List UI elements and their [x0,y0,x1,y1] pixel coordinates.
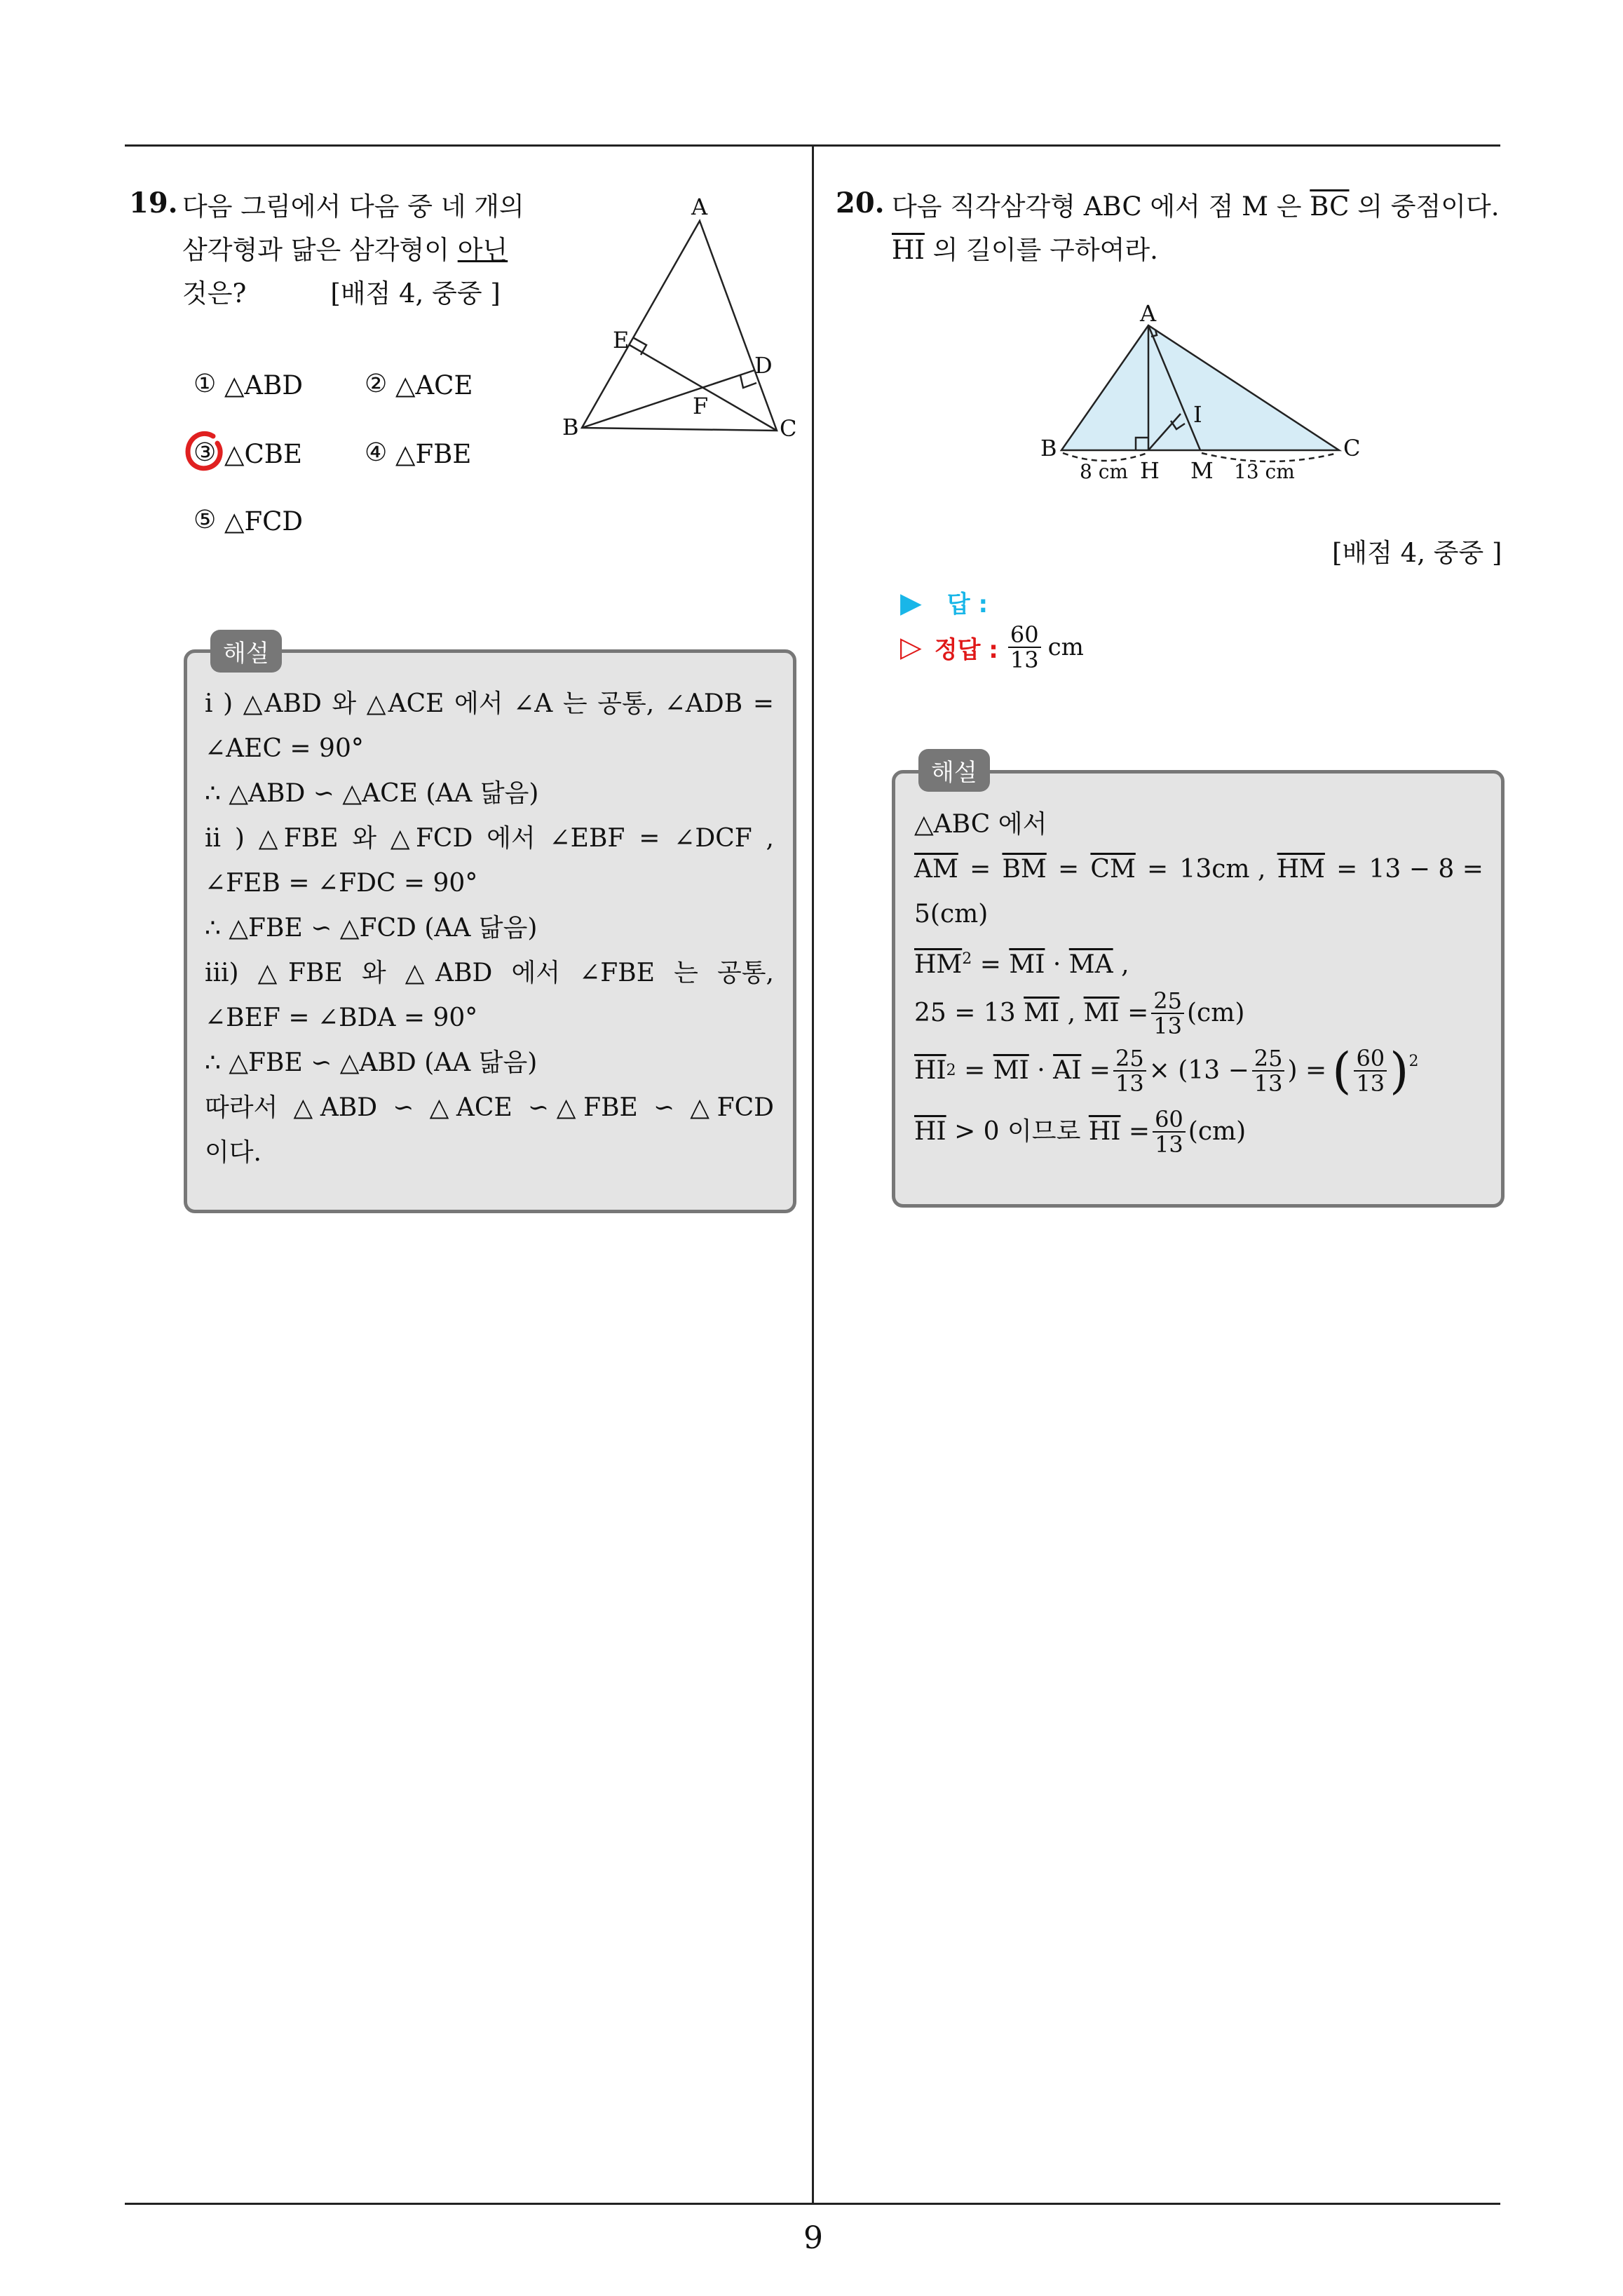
den: 13 [1115,1070,1144,1097]
label-a: A [1140,300,1157,327]
q20-answer-row [900,585,988,619]
option-mark-4: ④ [365,438,388,467]
sol20-l6-mid: × (13 − [1148,1056,1249,1085]
label-e: E [613,327,630,353]
seg-mi: $\overline{MI}$ [1009,950,1045,979]
den: 13 [1356,1070,1385,1097]
seg-hi-2: $\overline{HI}$ [914,1117,946,1146]
option-text-2: △ACE [395,370,473,400]
frac-60-13 [1354,1046,1387,1095]
sol20-line-7: $\overline{HI}$ > 0 이므로 $\overline{HI}$ = $\frac{60}{13}$ (cm) [914,1106,1247,1158]
outline-arrow-icon: ▷ [900,631,922,663]
right-angle-e [634,338,646,355]
label-h: H [1140,457,1160,484]
seg-mi-3: $\overline{MI}$ [1083,999,1120,1027]
triangle-abc-fill [1061,325,1339,450]
seg-hm: $\overline{HM}$ [1277,855,1325,884]
num: 60 [1354,1046,1387,1072]
q19-stem-line1: 다음 그림에서 다음 중 네 개의 [182,191,524,222]
sol20-line-3: 5(cm) [914,900,989,928]
sol19-line-1: i ) △ABD 와 △ACE 에서 ∠A 는 공통, ∠ADB = [205,689,774,718]
q19-option-1[interactable] [193,370,303,400]
label-8cm: 8 cm [1080,460,1128,483]
num: 60 [1153,1107,1186,1133]
q19-triangle-figure [554,189,806,449]
label-f: F [693,393,709,419]
label-c: C [780,415,797,442]
sol19-line-9: ∴ △FBE ∽ △ABD (AA 닮음) [205,1048,538,1077]
q20-triangle-figure [1038,295,1374,491]
label-13cm: 13 cm [1234,460,1295,483]
q20-stem-line2-b: 의 길이를 구하여라. [924,235,1158,265]
option-mark-1: ① [193,370,217,398]
q19-solution-tab: 해설 [210,630,282,673]
frac-25-13 [1151,989,1184,1038]
eq: = [1336,855,1358,884]
label-b: B [562,414,579,440]
option-mark-5: ⑤ [193,506,217,534]
close-paren: ) = [1287,1056,1327,1085]
seg-mi-4: $\overline{MI}$ [993,1056,1029,1085]
square-exp: 2 [946,1062,956,1079]
triangle-abc [582,221,777,431]
sol20-l5-pre: 25 = 13 [914,999,1016,1027]
sol20-line-4: $\overline{HM}^2 = \overline{MI} \cdot \overline{MA}$ , [914,950,1129,979]
sol20-l7-mid: > 0 이므로 [954,1117,1081,1146]
q19-stem-line3-text: 것은? [182,278,247,309]
answer-fraction [1008,623,1041,672]
label-a: A [691,194,708,220]
seg-bm: $\overline{BM}$ [1002,855,1047,884]
seg-ai: $\overline{AI}$ [1053,1056,1082,1085]
square-exp: 2 [962,950,972,968]
sol20-line-2 [914,847,1483,892]
answer-num: 60 [1008,623,1041,648]
bottom-rule [125,2203,1500,2205]
unit-cm-2: (cm) [1188,1117,1247,1146]
answer-unit: cm [1047,633,1084,661]
sol20-line-1: △ABC 에서 [914,810,1047,839]
play-arrow-icon: ▶ [900,587,922,619]
q19-option-5[interactable] [193,506,303,536]
q20-stem-line1-b: 의 중점이다. [1349,191,1500,222]
q19-stem-line2 [182,229,547,272]
option-text-3: △CBE [224,439,302,469]
q19-number: 19. [129,187,178,220]
seg-ma: $\overline{MA}$ [1068,950,1113,979]
sol19-line-11: 이다. [205,1138,262,1167]
den: 13 [1153,1013,1182,1039]
option-text-5: △FCD [224,506,304,536]
sol19-line-5: ∠FEB = ∠FDC = 90° [205,869,478,898]
q19-stem-line2-text: 삼각형과 닮은 삼각형이 [182,235,458,265]
q20-stem-line1 [892,185,1509,229]
correct-label: 정답 : [934,635,998,664]
option-text-4: △FBE [395,439,472,469]
sol19-line-4: ii ) △FBE 와 △FCD 에서 ∠EBF = ∠DCF , [205,824,774,853]
option-text-1: △ABD [224,370,304,400]
q20-solution-body [914,802,1483,1161]
sol20-line-5: 25 = 13 $\overline{MI}$ , $\overline{MI}$ = $\frac{25}{13}$ (cm) [914,987,1245,1039]
eq: = [1058,855,1080,884]
selected-answer-circle-icon [181,428,230,477]
q20-number: 20. [836,187,885,220]
q19-stem-line3 [182,272,547,316]
num: 25 [1252,1046,1285,1072]
option-mark-2: ② [365,370,388,398]
sol20-l2-end: 13 − 8 = [1369,855,1483,884]
q20-stem-line1-a: 다음 직각삼각형 ABC 에서 점 M 은 [892,191,1310,222]
q20-seg-hi: $\overline{HI}$ [892,235,925,265]
q20-seg-bc: $\overline{BC}$ [1310,191,1350,222]
answer-label: 답 : [946,590,989,619]
sol19-line-7: iii) △FBE 와 △ABD 에서 ∠FBE 는 공통, [205,959,774,987]
label-i: I [1193,401,1202,428]
seg-hi-3: $\overline{HI}$ [1088,1117,1121,1146]
sol19-line-2: ∠AEC = 90° [205,734,364,763]
answer-den: 13 [1010,647,1039,673]
option-mark-3: ③ [193,438,217,467]
q19-option-4[interactable] [365,439,471,469]
label-m: M [1190,457,1214,484]
eq: = [1147,855,1169,884]
seg-hi: $\overline{HI}$ [914,1056,946,1085]
big-paren-close: ) [1390,1042,1409,1100]
frac-25-13-b [1113,1046,1146,1095]
column-divider [812,144,814,2205]
q19-option-2[interactable] [365,370,473,400]
den: 13 [1155,1131,1183,1158]
q19-stem [182,185,547,316]
seg-mi-2: $\overline{MI}$ [1024,999,1060,1027]
label-b: B [1040,435,1057,461]
seg-am: $\overline{AM}$ [914,855,958,884]
sol20-line-6: $\overline{HI}$ 2 = $\overline{MI}$ · $\overline{AI}$ = $\frac{25}{13}$ × (13 − $\frac{25}{13}$ ) = ( $\frac{60}{13}$ ) $^2$ [914,1039,1483,1102]
q19-score: [배점 4, 중중 ] [330,278,501,309]
square-exp: 2 [1408,1053,1419,1070]
eq: = [970,855,991,884]
sol20-l2-mid: 13cm , [1179,855,1266,884]
page-number: 9 [803,2220,823,2256]
unit-cm: (cm) [1186,999,1245,1027]
sol19-line-10: 따라서 △ABD ∽ △ACE ∽△FBE ∽ △FCD [205,1093,774,1122]
q19-solution-body [205,682,774,1175]
big-paren-open: ( [1332,1042,1352,1100]
sol19-line-6: ∴ △FBE ∽ △FCD (AA 닮음) [205,914,538,943]
segment-bd [582,370,754,428]
sol19-line-8: ∠BEF = ∠BDA = 90° [205,1004,478,1032]
q20-correct-row [900,623,1084,672]
label-d: D [754,352,773,379]
num: 25 [1113,1046,1146,1072]
q20-stem [892,185,1509,272]
num: 25 [1151,989,1184,1014]
q20-stem-line2 [892,229,1509,272]
den: 13 [1254,1070,1283,1097]
frac-60-13-b [1153,1107,1186,1156]
seg-cm: $\overline{CM}$ [1090,855,1136,884]
q20-score: [배점 4, 중중 ] [1332,538,1502,568]
seg-hm-2: $\overline{HM}$ [914,950,963,979]
sol19-line-3: ∴ △ABD ∽ △ACE (AA 닮음) [205,779,539,808]
q19-emphasis: 아닌 [457,235,508,265]
q20-solution-tab: 해설 [918,749,990,792]
frac-25-13-c [1252,1046,1285,1095]
label-c: C [1343,435,1361,461]
